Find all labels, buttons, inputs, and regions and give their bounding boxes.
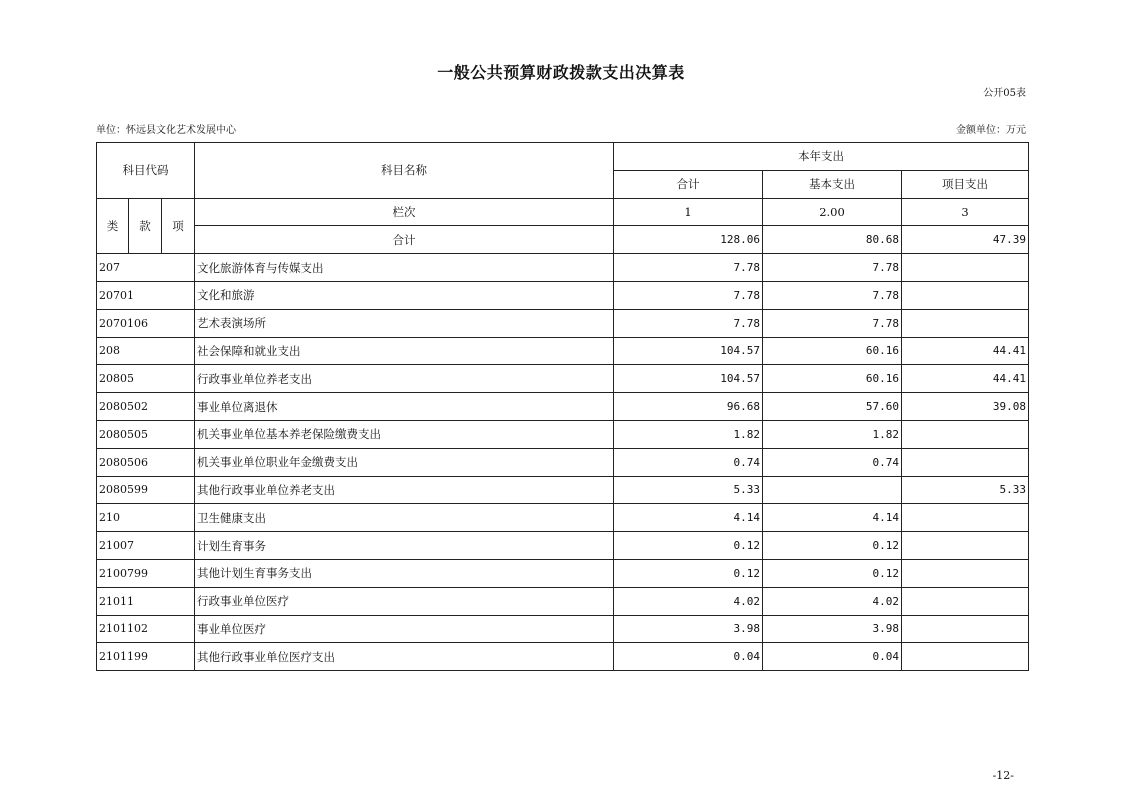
row-project: 5.33 [902, 476, 1029, 504]
row-project: 44.41 [902, 337, 1029, 365]
header-kuan: 款 [129, 198, 162, 254]
row-name: 卫生健康支出 [195, 504, 614, 532]
row-basic: 7.78 [763, 254, 902, 282]
header-basic: 基本支出 [763, 170, 902, 198]
row-total: 3.98 [614, 615, 763, 643]
table-row [97, 587, 1029, 615]
table-row [97, 281, 1029, 309]
header-project: 项目支出 [902, 170, 1029, 198]
row-name: 行政事业单位医疗 [195, 587, 614, 615]
row-project [902, 281, 1029, 309]
sum-project: 47.39 [902, 226, 1029, 254]
row-name: 其他行政事业单位养老支出 [195, 476, 614, 504]
row-code: 2100799 [97, 559, 195, 587]
column-number-3: 3 [902, 198, 1029, 226]
row-name: 计划生育事务 [195, 532, 614, 560]
row-total: 7.78 [614, 309, 763, 337]
row-code: 207 [97, 254, 195, 282]
row-basic: 7.78 [763, 281, 902, 309]
row-basic: 0.74 [763, 448, 902, 476]
sum-total: 128.06 [614, 226, 763, 254]
row-name: 其他行政事业单位医疗支出 [195, 643, 614, 671]
row-code: 21007 [97, 532, 195, 560]
row-total: 0.74 [614, 448, 763, 476]
table-row [97, 615, 1029, 643]
row-project [902, 559, 1029, 587]
row-name: 事业单位离退休 [195, 393, 614, 421]
row-code: 208 [97, 337, 195, 365]
row-total: 4.14 [614, 504, 763, 532]
row-code: 2080505 [97, 420, 195, 448]
row-name: 机关事业单位职业年金缴费支出 [195, 448, 614, 476]
table-row [97, 337, 1029, 365]
row-project [902, 615, 1029, 643]
row-basic: 0.12 [763, 559, 902, 587]
sum-label: 合计 [195, 226, 614, 254]
table-row [97, 532, 1029, 560]
row-basic: 60.16 [763, 337, 902, 365]
row-code: 210 [97, 504, 195, 532]
row-total: 0.04 [614, 643, 763, 671]
row-project [902, 420, 1029, 448]
row-project [902, 504, 1029, 532]
row-total: 0.12 [614, 532, 763, 560]
row-total: 0.12 [614, 559, 763, 587]
expenditure-table [96, 142, 1029, 671]
row-project [902, 254, 1029, 282]
row-project [902, 587, 1029, 615]
row-code: 20701 [97, 281, 195, 309]
table-row [97, 420, 1029, 448]
row-name: 其他计划生育事务支出 [195, 559, 614, 587]
unit-label: 单位：怀远县文化艺术发展中心 [96, 125, 236, 136]
table-row [97, 504, 1029, 532]
money-unit-label: 金额单位：万元 [956, 125, 1026, 136]
row-project: 44.41 [902, 365, 1029, 393]
header-xiang: 项 [162, 198, 195, 254]
row-code: 2080502 [97, 393, 195, 421]
row-basic: 4.14 [763, 504, 902, 532]
row-total: 96.68 [614, 393, 763, 421]
row-name: 行政事业单位养老支出 [195, 365, 614, 393]
table-row [97, 309, 1029, 337]
row-basic: 7.78 [763, 309, 902, 337]
row-total: 4.02 [614, 587, 763, 615]
row-basic: 0.12 [763, 532, 902, 560]
row-total: 5.33 [614, 476, 763, 504]
row-name: 事业单位医疗 [195, 615, 614, 643]
row-name: 文化旅游体育与传媒支出 [195, 254, 614, 282]
row-project [902, 448, 1029, 476]
row-name: 艺术表演场所 [195, 309, 614, 337]
row-basic: 1.82 [763, 420, 902, 448]
row-code: 20805 [97, 365, 195, 393]
header-current-year: 本年支出 [614, 143, 1029, 171]
row-code: 2101102 [97, 615, 195, 643]
header-name: 科目名称 [195, 143, 614, 199]
row-code: 2101199 [97, 643, 195, 671]
row-code: 2070106 [97, 309, 195, 337]
header-lei: 类 [97, 198, 129, 254]
row-project [902, 643, 1029, 671]
sum-basic: 80.68 [763, 226, 902, 254]
page-title: 一般公共预算财政拨款支出决算表 [437, 63, 685, 82]
row-basic: 0.04 [763, 643, 902, 671]
row-basic: 4.02 [763, 587, 902, 615]
column-number-1: 1 [614, 198, 763, 226]
row-project: 39.08 [902, 393, 1029, 421]
row-name: 机关事业单位基本养老保险缴费支出 [195, 420, 614, 448]
row-project [902, 532, 1029, 560]
row-basic: 60.16 [763, 365, 902, 393]
table-row [97, 559, 1029, 587]
row-total: 1.82 [614, 420, 763, 448]
row-code: 2080506 [97, 448, 195, 476]
row-name: 社会保障和就业支出 [195, 337, 614, 365]
row-code: 2080599 [97, 476, 195, 504]
table-row [97, 643, 1029, 671]
row-basic [763, 476, 902, 504]
row-basic: 57.60 [763, 393, 902, 421]
header-total: 合计 [614, 170, 763, 198]
row-project [902, 309, 1029, 337]
table-row [97, 448, 1029, 476]
row-basic: 3.98 [763, 615, 902, 643]
table-row [97, 365, 1029, 393]
row-total: 7.78 [614, 281, 763, 309]
column-number-2: 2.00 [763, 198, 902, 226]
header-code: 科目代码 [97, 143, 195, 199]
column-label: 栏次 [195, 198, 614, 226]
table-row [97, 393, 1029, 421]
table-row [97, 476, 1029, 504]
form-number: 公开05表 [983, 88, 1026, 99]
page-number: -12- [992, 769, 1014, 782]
row-total: 7.78 [614, 254, 763, 282]
row-total: 104.57 [614, 337, 763, 365]
row-name: 文化和旅游 [195, 281, 614, 309]
row-total: 104.57 [614, 365, 763, 393]
table-row [97, 254, 1029, 282]
row-code: 21011 [97, 587, 195, 615]
